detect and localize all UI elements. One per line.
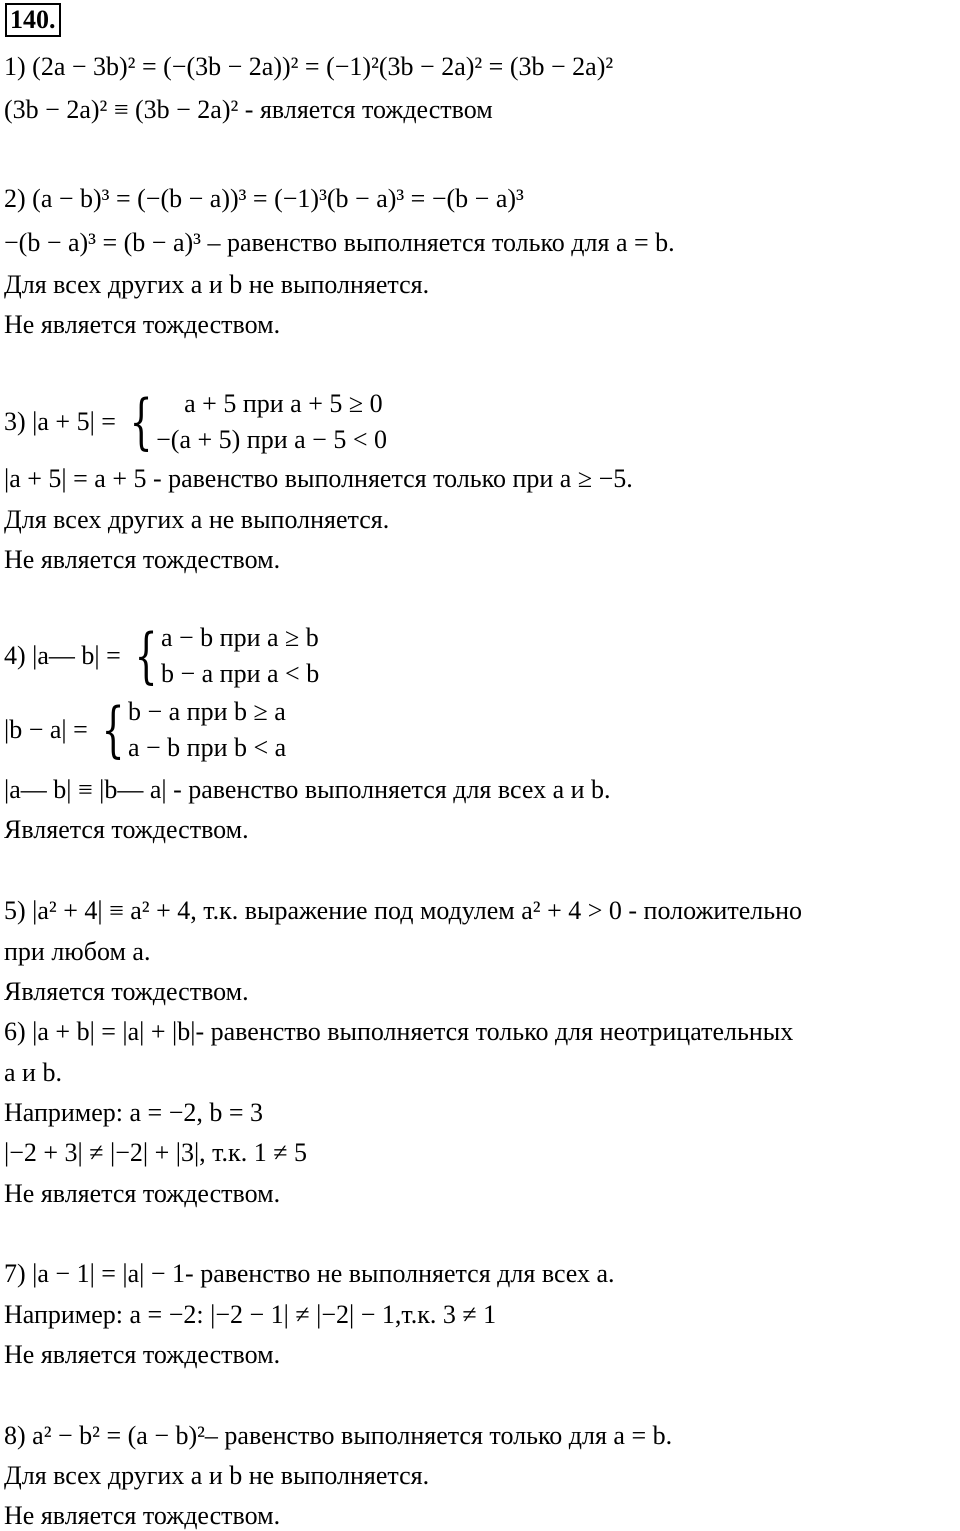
problem-number: 140. bbox=[5, 3, 61, 37]
item-7-equation: 7) |a − 1| = |a| − 1- равенство не выполняется для всех a. bbox=[4, 1259, 615, 1288]
item-4-case-1: a − b при a ≥ b bbox=[160, 623, 319, 652]
item-6-continuation: a и b. bbox=[4, 1058, 62, 1087]
item-7-example: Например: a = −2: |−2 − 1| ≠ |−2| − 1,т.к. 3 ≠ 1 bbox=[4, 1300, 497, 1329]
item-4-conclusion: Является тождеством. bbox=[4, 815, 249, 844]
item-5-equation: 5) |a² + 4| ≡ a² + 4, т.к. выражение под модулем a² + 4 > 0 - положительно bbox=[4, 896, 802, 925]
item-2-conclusion: Не является тождеством. bbox=[4, 310, 281, 339]
brace-icon: { bbox=[134, 621, 158, 691]
item-5-continuation: при любом a. bbox=[4, 937, 151, 966]
item-7-conclusion: Не является тождеством. bbox=[4, 1340, 281, 1369]
item-6-equation: 6) |a + b| = |a| + |b|- равенство выполняется только для неотрицательных bbox=[4, 1017, 794, 1046]
item-3-cases bbox=[4, 386, 387, 458]
item-8-conclusion: Не является тождеством. bbox=[4, 1501, 281, 1530]
item-3-condition: |a + 5| = a + 5 - равенство выполняется только при a ≥ −5. bbox=[4, 464, 633, 493]
item-3-conclusion: Не является тождеством. bbox=[4, 545, 281, 574]
item-5-conclusion: Является тождеством. bbox=[4, 977, 249, 1006]
item-1-conclusion: (3b − 2a)² ≡ (3b − 2a)² - является тождеством bbox=[4, 95, 493, 124]
item-4-cases-a bbox=[4, 620, 319, 692]
item-4-case-4: a − b при b < a bbox=[127, 733, 287, 762]
brace-icon: { bbox=[101, 695, 125, 765]
item-3-case-2: −(a + 5) при a − 5 < 0 bbox=[156, 425, 388, 454]
item-2-equation: 2) (a − b)³ = (−(b − a))³ = (−1)³(b − a)³ = −(b − a)³ bbox=[4, 184, 524, 213]
item-4-case-2: b − a при a < b bbox=[160, 659, 320, 688]
item-4-cases-b bbox=[4, 694, 286, 766]
item-3-other: Для всех других a не выполняется. bbox=[4, 505, 390, 534]
brace-icon: { bbox=[129, 387, 153, 457]
item-4-label-b: |b − a| = bbox=[4, 715, 88, 744]
item-6-conclusion: Не является тождеством. bbox=[4, 1179, 281, 1208]
item-8-equation: 8) a² − b² = (a − b)²– равенство выполняется только для a = b. bbox=[4, 1421, 673, 1450]
item-2-condition: −(b − a)³ = (b − a)³ – равенство выполняется только для a = b. bbox=[4, 228, 675, 257]
item-4-case-3: b − a при b ≥ a bbox=[127, 697, 286, 726]
item-3-label: 3) |a + 5| = bbox=[4, 407, 116, 436]
item-2-other: Для всех других a и b не выполняется. bbox=[4, 270, 430, 299]
item-4-condition: |a— b| ≡ |b— a| - равенство выполняется для всех a и b. bbox=[4, 775, 611, 804]
item-1-equation: 1) (2a − 3b)² = (−(3b − 2a))² = (−1)²(3b − 2a)² = (3b − 2a)² bbox=[4, 52, 614, 81]
item-6-example: Например: a = −2, b = 3 bbox=[4, 1098, 264, 1127]
item-6-check: |−2 + 3| ≠ |−2| + |3|, т.к. 1 ≠ 5 bbox=[4, 1138, 307, 1167]
item-8-other: Для всех других a и b не выполняется. bbox=[4, 1461, 430, 1490]
item-4-label: 4) |a— b| = bbox=[4, 641, 121, 670]
item-3-case-1: a + 5 при a + 5 ≥ 0 bbox=[184, 389, 383, 418]
